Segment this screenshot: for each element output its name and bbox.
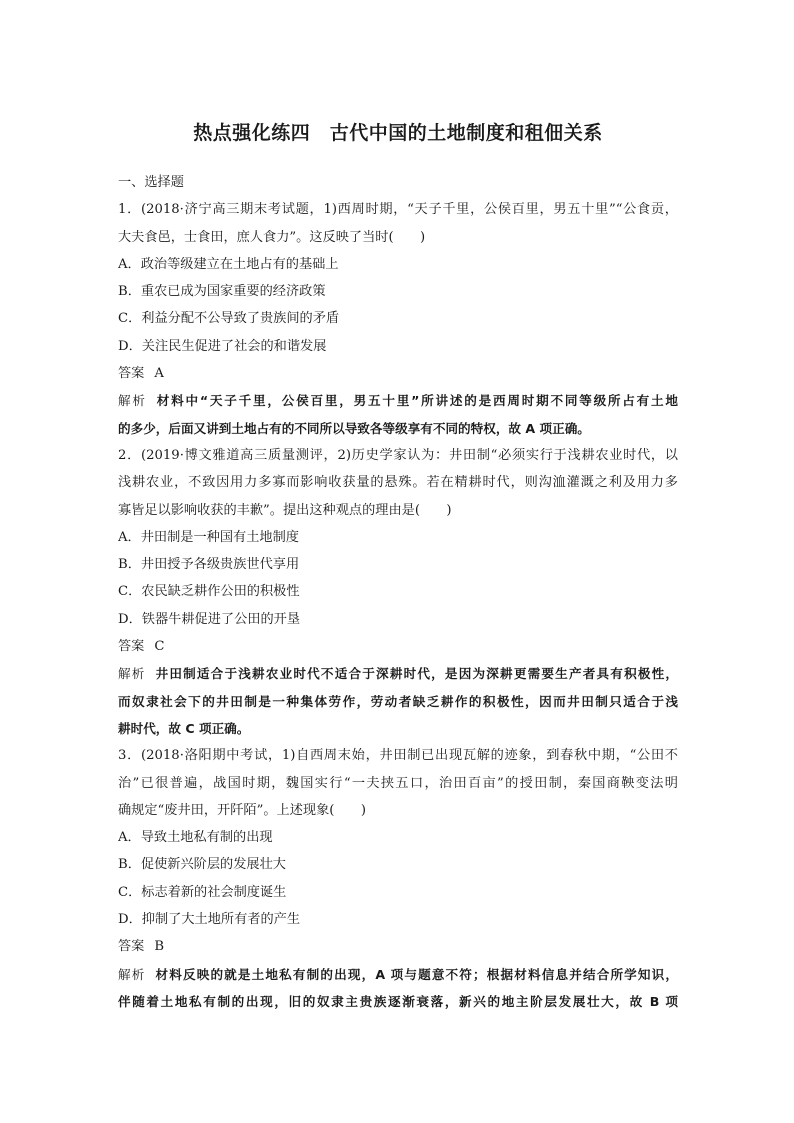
explanation-line: 而奴隶社会下的井田制是一种集体劳作，劳动者缺乏耕作的积极性，因而井田制只适合于浅 xyxy=(118,693,678,709)
explanation-line: 耕时代，故 C 项正确。 xyxy=(118,720,250,736)
option-b: B．促使新兴阶层的发展壮大 xyxy=(118,857,286,873)
answer-line xyxy=(118,633,678,660)
answer-value: A xyxy=(154,366,164,382)
option-b: B．重农已成为国家重要的经济政策 xyxy=(118,284,326,300)
question-stem-line: 3．(2018·洛阳期中考试，1)自西周末始，井田制已出现瓦解的迹象，到春秋中期，“公田不 xyxy=(118,748,678,764)
question-1 xyxy=(118,196,678,442)
explanation-line: 伴随着土地私有制的出现，旧的奴隶主贵族逐渐衰落，新兴的地主阶层发展壮大，故 B 项 xyxy=(118,993,678,1009)
question-stem-line: 浅耕农业，不致因用力多寡而影响收获量的悬殊。若在精耕时代，则沟洫灌溉之利及用力多 xyxy=(118,475,678,491)
option-a: A．井田制是一种国有土地制度 xyxy=(118,529,299,545)
page-title: 热点强化练四 古代中国的土地制度和租佃关系 xyxy=(193,122,603,144)
explanation-label: 解析 xyxy=(118,666,146,682)
answer-label: 答案 xyxy=(118,939,145,955)
answer-value: C xyxy=(154,639,165,655)
question-stem-line: 确规定“废井田，开阡陌”。上述现象( ) xyxy=(118,802,366,818)
option-c: C．农民缺乏耕作公田的积极性 xyxy=(118,584,300,600)
question-stem-line: 大夫食邑，士食田，庶人食力”。这反映了当时( ) xyxy=(118,229,426,245)
question-stem-line: 2．(2019·博文雅道高三质量测评，2)历史学家认为：井田制“必须实行于浅耕农业时代，以 xyxy=(118,447,678,463)
option-c: C．利益分配不公导致了贵族间的矛盾 xyxy=(118,311,340,327)
option-c: C．标志着新的社会制度诞生 xyxy=(118,884,287,900)
question-3 xyxy=(118,742,678,1015)
option-a: A．政治等级建立在土地占有的基础上 xyxy=(118,256,339,272)
answer-label: 答案 xyxy=(118,639,145,655)
option-a: A．导致土地私有制的出现 xyxy=(118,830,273,846)
question-2 xyxy=(118,442,678,742)
answer-line xyxy=(118,360,678,387)
question-stem-line: 寡皆足以影响收获的丰歉”。提出这种观点的理由是( ) xyxy=(118,502,452,518)
option-d: D．铁器牛耕促进了公田的开垦 xyxy=(118,611,301,627)
explanation-line: 的多少，后面又讲到土地占有的不同所以导致各等级享有不同的特权，故 A 项正确。 xyxy=(118,420,590,436)
explanation-line xyxy=(118,961,678,988)
option-b: B．井田授予各级贵族世代享用 xyxy=(118,557,300,573)
section-heading: 一、选择题 xyxy=(118,175,184,190)
explanation-text: 井田制适合于浅耕农业时代不适合于深耕时代，是因为深耕更需要生产者具有积极性， xyxy=(155,666,678,682)
explanation-line xyxy=(118,387,678,414)
option-d: D．抑制了大土地所有者的产生 xyxy=(118,912,301,928)
explanation-text: 材料中“天子千里，公侯百里，男五十里”所讲述的是西周时期不同等级所占有土地 xyxy=(156,393,678,409)
question-stem-line: 1．(2018·济宁高三期末考试题，1)西周时期，“天子千里，公侯百里，男五十里”“公食贡， xyxy=(118,202,678,218)
explanation-label: 解析 xyxy=(118,393,147,409)
answer-label: 答案 xyxy=(118,366,145,382)
document-body xyxy=(118,169,678,1015)
explanation-line xyxy=(118,660,678,687)
explanation-label: 解析 xyxy=(118,966,146,982)
explanation-text: 材料反映的就是土地私有制的出现，A 项与题意不符；根据材料信息并结合所学知识， xyxy=(155,966,678,982)
answer-value: B xyxy=(154,939,165,955)
answer-line xyxy=(118,933,678,960)
option-d: D．关注民生促进了社会的和谐发展 xyxy=(118,338,327,354)
question-stem-line: 治”已很普遍，战国时期，魏国实行“一夫挟五口，治田百亩”的授田制，秦国商鞅变法明 xyxy=(118,775,678,791)
